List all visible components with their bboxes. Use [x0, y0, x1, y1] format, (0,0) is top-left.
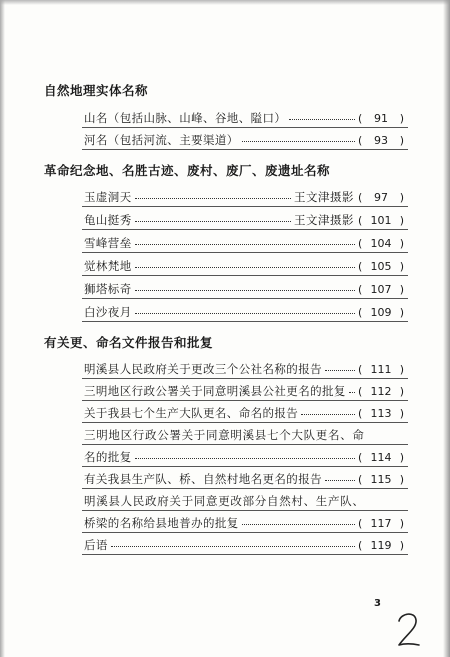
page-reference: ( 117 ): [358, 517, 404, 530]
page-number: 115: [370, 473, 392, 486]
page-reference: ( 91 ): [358, 112, 404, 125]
entry-underline: [82, 252, 408, 253]
page-reference: ( 105 ): [358, 260, 404, 273]
leader-dots: [111, 543, 355, 547]
toc-entry[interactable]: [84, 515, 404, 531]
page-number: 104: [370, 237, 392, 250]
entry-underline: [82, 466, 408, 467]
page-number: 105: [370, 260, 392, 273]
entry-underline: [82, 127, 408, 128]
entry-underline: [82, 321, 408, 322]
scan-edge-right: [443, 0, 450, 657]
page-reference: ( 93 ): [358, 134, 404, 147]
entry-underline: [82, 488, 408, 489]
toc-entry[interactable]: [84, 132, 404, 148]
leader-dots: [135, 310, 355, 314]
photo-credit: 王文津摄影: [294, 190, 354, 204]
entry-underline: [82, 532, 408, 533]
page-number: 114: [370, 451, 392, 464]
toc-entry[interactable]: [84, 258, 404, 274]
entry-title: 觉林梵地: [84, 259, 132, 273]
entry-underline: [82, 444, 408, 445]
page-number: 91: [374, 112, 388, 125]
leader-dots: [325, 367, 355, 371]
section-heading: 自然地理实体名称: [44, 83, 149, 98]
toc-entry-continued[interactable]: [84, 493, 404, 509]
leader-dots: [289, 116, 355, 120]
entry-title: 明溪县人民政府关于同意更改部分自然村、生产队、: [84, 494, 365, 508]
entry-title: 三明地区行政公署关于同意明溪县公社更名的批复: [84, 384, 346, 398]
leader-dots: [301, 411, 355, 415]
entry-underline: [82, 229, 408, 230]
leader-dots: [135, 455, 355, 459]
page-number: 119: [370, 539, 392, 552]
entry-title: 名的批复: [84, 450, 132, 464]
handwritten-number-2: [394, 610, 422, 650]
entry-underline: [82, 149, 408, 150]
leader-dots: [325, 477, 355, 481]
toc-entry-continued[interactable]: [84, 427, 404, 443]
page-reference: ( 115 ): [358, 473, 404, 486]
page-reference: ( 114 ): [358, 451, 404, 464]
toc-entry[interactable]: [84, 110, 404, 126]
page-reference: ( 113 ): [358, 407, 404, 420]
entry-title: 龟山挺秀: [84, 213, 132, 227]
toc-entry[interactable]: [84, 281, 404, 297]
scan-edge-top: [0, 0, 450, 5]
page-reference: ( 109 ): [358, 306, 404, 319]
page-number: 97: [374, 191, 388, 204]
page-reference: ( 112 ): [358, 385, 404, 398]
entry-title: 关于我县七个生产大队更名、命名的报告: [84, 406, 299, 420]
section-heading: 革命纪念地、名胜古迹、废村、废厂、废遗址名称: [44, 163, 331, 178]
entry-title: 狮塔标奇: [84, 282, 132, 296]
photo-credit: 王文津摄影: [294, 213, 354, 227]
page-folio: 3: [374, 598, 381, 609]
page-reference: ( 101 ): [358, 214, 404, 227]
page-number: 113: [370, 407, 392, 420]
entry-title: 玉虚洞天: [84, 190, 132, 204]
entry-underline: [82, 378, 408, 379]
page-number: 101: [370, 214, 392, 227]
scan-edge-left: [0, 0, 5, 657]
section-heading: 有关更、命名文件报告和批复: [44, 335, 214, 350]
page-number: 93: [374, 134, 388, 147]
leader-dots: [349, 389, 355, 393]
leader-dots: [135, 218, 291, 222]
entry-underline: [82, 422, 408, 423]
leader-dots: [135, 264, 355, 268]
toc-entry[interactable]: [84, 537, 404, 553]
toc-entry[interactable]: [84, 361, 404, 377]
entry-title: 后语: [84, 538, 108, 552]
toc-entry[interactable]: [84, 235, 404, 251]
entry-underline: [82, 400, 408, 401]
entry-underline: [82, 510, 408, 511]
page-reference: ( 97 ): [358, 191, 404, 204]
toc-entry[interactable]: [84, 449, 404, 465]
entry-underline: [82, 206, 408, 207]
page-reference: ( 111 ): [358, 363, 404, 376]
leader-dots: [242, 521, 355, 525]
toc-entry[interactable]: [84, 405, 404, 421]
leader-dots: [135, 195, 291, 199]
toc-entry[interactable]: [84, 383, 404, 399]
toc-entry[interactable]: [84, 304, 404, 320]
page-number: 112: [370, 385, 392, 398]
entry-title: 三明地区行政公署关于同意明溪县七个大队更名、命: [84, 428, 365, 442]
leader-dots: [242, 138, 355, 142]
entry-title: 有关我县生产队、桥、自然村地名更名的报告: [84, 472, 322, 486]
entry-title: 明溪县人民政府关于更改三个公社名称的报告: [84, 362, 322, 376]
page-number: 109: [370, 306, 392, 319]
page-reference: ( 104 ): [358, 237, 404, 250]
entry-title: 山名（包括山脉、山峰、谷地、隘口）: [84, 111, 287, 125]
entry-underline: [82, 275, 408, 276]
entry-title: 河名（包括河流、主要渠道）: [84, 133, 239, 147]
page-reference: ( 119 ): [358, 539, 404, 552]
toc-entry[interactable]: [84, 189, 404, 205]
toc-entry[interactable]: [84, 212, 404, 228]
page-number: 107: [370, 283, 392, 296]
entry-title: 白沙夜月: [84, 305, 132, 319]
entry-title: 雪峰营垒: [84, 236, 132, 250]
entry-underline: [82, 554, 408, 555]
toc-entry[interactable]: [84, 471, 404, 487]
page-number: 111: [370, 363, 392, 376]
page-reference: ( 107 ): [358, 283, 404, 296]
entry-title: 桥梁的名称给县地普办的批复: [84, 516, 239, 530]
leader-dots: [135, 287, 355, 291]
entry-underline: [82, 298, 408, 299]
page-number: 117: [370, 517, 392, 530]
leader-dots: [135, 241, 355, 245]
